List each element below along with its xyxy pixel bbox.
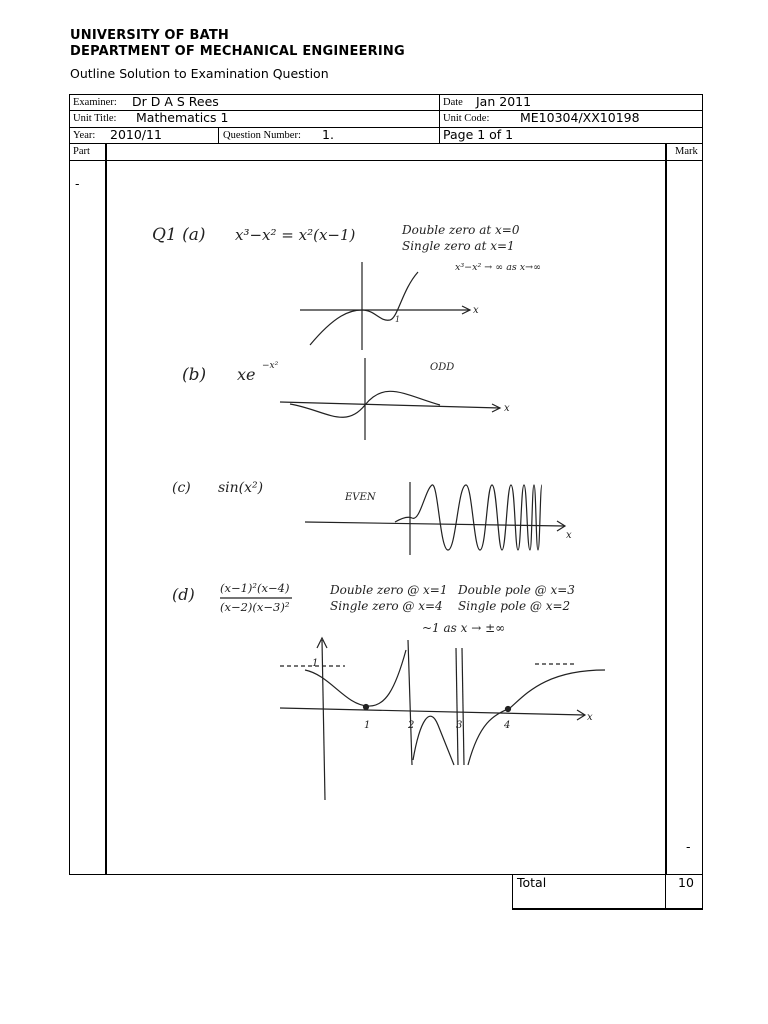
part-c-axis-x: x [566,530,572,541]
part-c-note-even: EVEN [345,492,376,503]
document-subtitle: Outline Solution to Examination Question [70,66,329,81]
part-d-tick-y1: 1 [312,658,319,669]
part-a-graph [300,262,479,350]
unit-code-value: ME10304/XX10198 [520,110,640,125]
part-d-note-limit: ~1 as x → ±∞ [422,621,506,635]
part-d-tick-x3: 3 [456,720,463,731]
part-c-expression: sin(x²) [218,480,264,496]
part-a-note-single-zero: Single zero at x=1 [402,239,515,253]
part-d-note-double-zero: Double zero @ x=1 [330,583,448,597]
part-d-tick-x1: 1 [364,720,371,731]
part-d-denominator: (x−2)(x−3)² [220,600,290,614]
total-label: Total [517,875,547,890]
part-d-numerator: (x−1)²(x−4) [220,581,290,595]
part-a-note-limit: x³−x² → ∞ as x→∞ [455,262,542,273]
date-label: Date [443,97,463,108]
part-b-exponent: −x² [262,361,279,371]
year-label: Year: [73,130,96,141]
part-b-label: (b) [182,365,207,385]
examiner-value: Dr D A S Rees [132,94,219,109]
part-d-label: (d) [172,585,195,604]
part-a-tick-1: 1 [395,315,401,324]
part-d-note-single-zero: Single zero @ x=4 [330,599,443,613]
handwritten-solution [140,200,610,825]
examiner-label: Examiner: [73,97,117,108]
question-number-value: 1. [322,127,334,142]
question-number-label: Question Number: [223,130,301,141]
total-value: 10 [678,875,694,890]
part-d-tick-x4: 4 [504,720,511,731]
part-d-note-single-pole: Single pole @ x=2 [458,599,571,613]
part-dash: - [75,176,80,191]
part-b-expression: xe [237,365,256,384]
unit-title-label: Unit Title: [73,113,117,124]
mark-column-header: Mark [675,146,698,157]
mark-dash: - [686,839,691,854]
date-value: Jan 2011 [476,94,532,109]
part-b-axis-x: x [504,403,510,414]
part-d-tick-x2: 2 [408,720,415,731]
unit-code-label: Unit Code: [443,113,490,124]
university-title: UNIVERSITY OF BATH [70,28,229,43]
part-b-graph [280,358,510,440]
part-d-axis-x: x [587,712,593,723]
part-d-graph [280,638,605,800]
year-value: 2010/11 [110,127,162,142]
part-a-note-double-zero: Double zero at x=0 [402,223,520,237]
unit-title-value: Mathematics 1 [136,110,229,125]
part-b-note-odd: ODD [430,362,455,373]
department-title: DEPARTMENT OF MECHANICAL ENGINEERING [70,44,405,59]
part-c-label: (c) [172,480,191,496]
part-a-label: Q1 (a) [152,225,206,245]
part-column-header: Part [73,146,90,157]
page-indicator: Page 1 of 1 [443,127,514,142]
part-d-note-double-pole: Double pole @ x=3 [458,583,575,597]
part-a-axis-x: x [473,305,479,316]
part-a-expression: x³−x² = x²(x−1) [235,226,356,244]
